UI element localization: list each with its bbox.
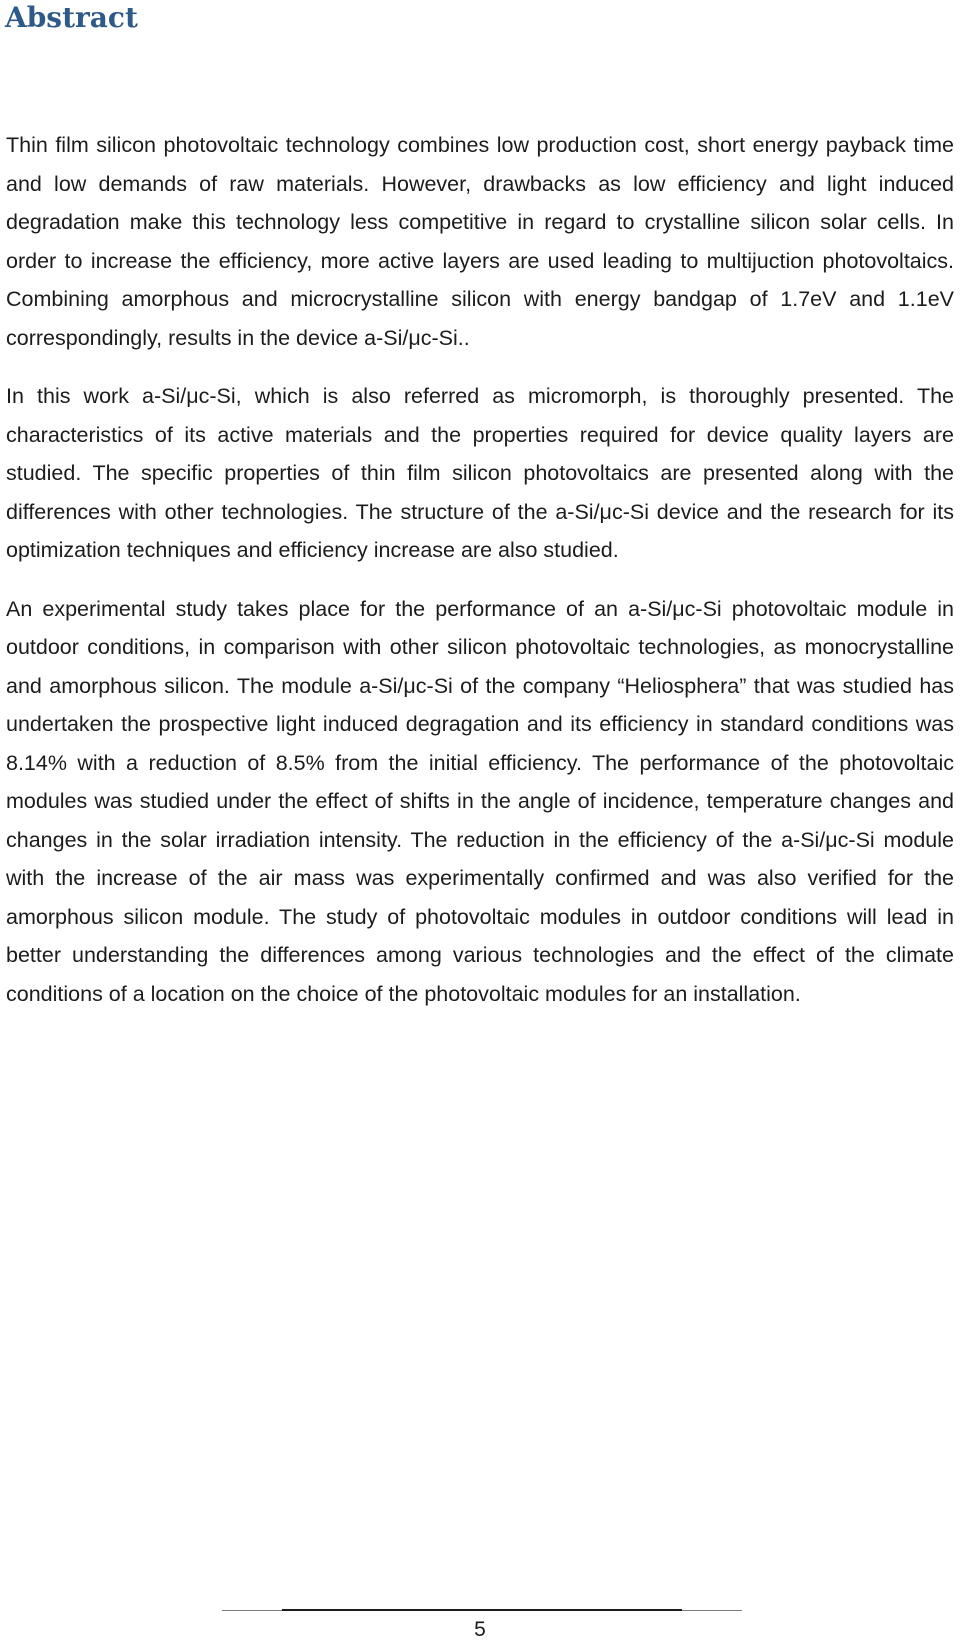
abstract-paragraph-3: An experimental study takes place for the performance of an a-Si/μc-Si photovoltaic module in outdoor conditions, in comparison with other silicon photovoltaic technologies, as monocrystalline and amorphous silicon. The module a-Si/μc-Si of the company “Heliosphera” that was studied has undertaken the prospective light induced degragation and its efficiency in standard conditions was 8.14% with a reduction of 8.5% from the initial efficiency. The performance of the photovoltaic modules was studied under the effect of shifts in the angle of incidence, temperature changes and changes in the solar irradiation intensity. The reduction in the efficiency of the a-Si/μc-Si module with the increase of the air mass was experimentally confirmed and was also verified for the amorphous silicon module. The study of photovoltaic modules in outdoor conditions will lead in better understanding the differences among various technologies and the effect of the climate conditions of a location on the choice of the photovoltaic modules for an installation.: [6, 596, 954, 1006]
page-number: 5: [474, 1618, 486, 1641]
section-heading: Abstract: [5, 1, 138, 34]
abstract-paragraph-1: Thin film silicon photovoltaic technology combines low production cost, short energy payback time and low demands of raw materials. However, drawbacks as low efficiency and light induced degradation make this technology less competitive in regard to crystalline silicon solar cells. In order to increase the efficiency, more active layers are used leading to multijuction photovoltaics. Combining amorphous and microcrystalline silicon with energy bandgap of 1.7eV and 1.1eV correspondingly, results in the device a-Si/μc-Si..: [6, 133, 954, 350]
abstract-body: [6, 126, 954, 1033]
footer-divider-accent: [282, 1609, 682, 1611]
abstract-paragraph-2: In this work a-Si/μc-Si, which is also referred as micromorph, is thoroughly presented. The characteristics of its active materials and the properties required for device quality layers are studied. The specific properties of thin film silicon photovoltaics are presented along with the differences with other technologies. The structure of the a-Si/μc-Si device and the research for its optimization techniques and efficiency increase are also studied.: [6, 384, 954, 562]
